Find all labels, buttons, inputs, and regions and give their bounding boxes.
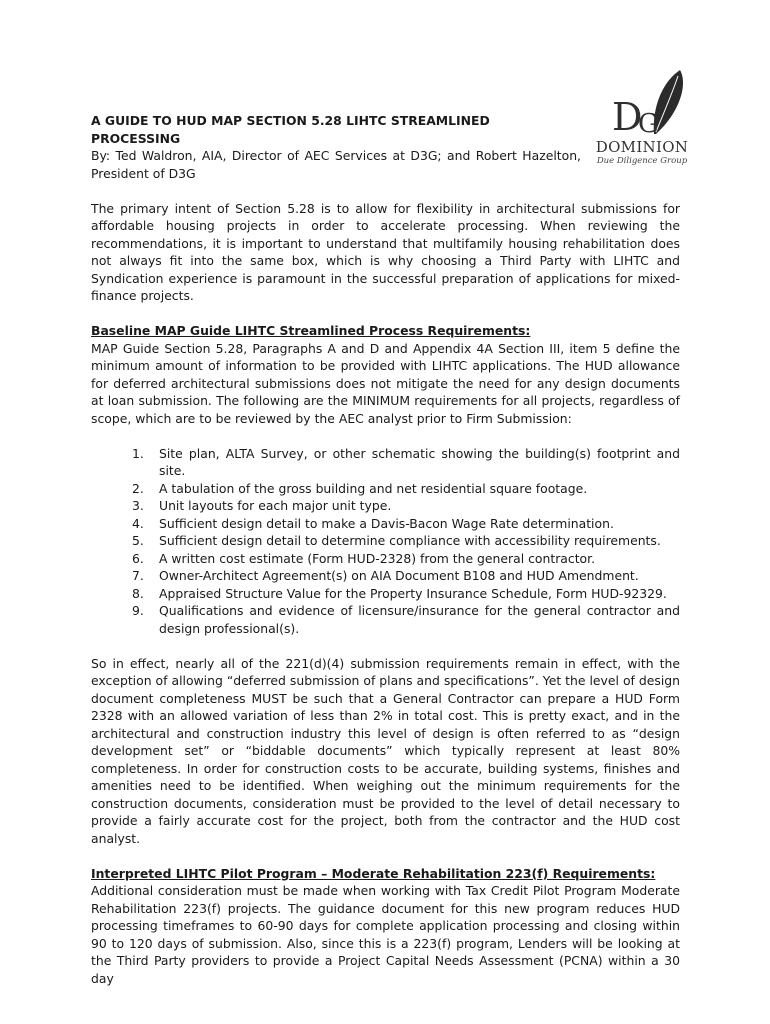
list-item: 5. Sufficient design detail to determine compliance with accessibility requirements. xyxy=(132,533,661,548)
list-item: 2. A tabulation of the gross building and net residential square footage. xyxy=(132,480,588,496)
list-item: 6. A written cost estimate (Form HUD-2328) from the general contractor. xyxy=(132,550,596,566)
list-item: 3. Unit layouts for each major unit type. xyxy=(132,498,392,513)
section1-body: MAP Guide Section 5.28, Paragraphs A and D and Appendix 4A Section III, item 5 define the minimum amount of information to be provided with LIHTC applications. The HUD allowance for deferred architectural submissions does not mitigate the need for any design documents at loan submission. The following are the MINIMUM requirements for all projects, regardless of scope, which are to be reviewed by the AEC analyst prior to Firm Submission: xyxy=(91,340,680,426)
document-header xyxy=(91,112,581,182)
svg-text:D: D xyxy=(612,95,643,138)
logo-company-name: DOMINION xyxy=(595,138,689,156)
intro-paragraph: The primary intent of Section 5.28 is to allow for flexibility in architectural submissions for affordable housing projects in order to accelerate processing. When reviewing the recommendations, it is important to understand that multifamily housing rehabilitation does not always fit into the same box, which is why choosing a Third Party with LIHTC and Syndication experience is paramount in the successful preparation of applications for mixed-finance projects. xyxy=(91,200,680,303)
section2-body: Additional consideration must be made when working with Tax Credit Pilot Program Moderate Rehabilitation 223(f) projects. The guidance document for this new program reduces HUD processing timeframes to 60-90 days for complete application processing and closing within 90 to 120 days of submission. Also, since this is a 223(f) program, Lenders will be looking at the Third Party providers to provide a Project Capital Needs Assessment (PCNA) within a 30 day xyxy=(91,883,680,986)
list-item: 9. Qualifications and evidence of licensure/insurance for the general contractor and design professional(s). xyxy=(132,603,680,636)
document-body xyxy=(91,112,680,987)
logo-tagline: Due Diligence Group xyxy=(596,156,688,166)
document-title: A GUIDE TO HUD MAP SECTION 5.28 LIHTC STREAMLINED PROCESSING xyxy=(91,113,490,146)
section1-closing: So in effect, nearly all of the 221(d)(4) submission requirements remain in effect, with the exception of allowing “deferred submission of plans and specifications”. Yet the level of design document completeness MUST be such that a General Contractor can prepare a HUD Form 2328 with an allowed variation of less than 2% in total cost. This is pretty exact, and in the architectural and construction industry this level of design is often referred to as “design development set” or “biddable documents” which typically represent at least 80% completeness. In order for construction costs to be accurate, building systems, finishes and amenities need to be identified. When weighing out the minimum requirements for the construction documents, consideration must be provided to the level of detail necessary to provide a fairly accurate cost for the project, both from the contractor and the HUD cost analyst. xyxy=(91,655,680,846)
svg-text:G: G xyxy=(638,109,659,138)
list-item: 7. Owner-Architect Agreement(s) on AIA Document B108 and HUD Amendment. xyxy=(132,568,639,583)
list-item: 1. Site plan, ALTA Survey, or other schematic showing the building(s) footprint and site. xyxy=(132,445,680,478)
section2-heading: Interpreted LIHTC Pilot Program – Moderate Rehabilitation 223(f) Requirements: xyxy=(91,865,656,881)
requirements-list xyxy=(91,445,680,638)
list-item: 8. Appraised Structure Value for the Property Insurance Schedule, Form HUD-92329. xyxy=(132,585,667,601)
document-byline: By: Ted Waldron, AIA, Director of AEC Services at D3G; and Robert Hazelton, President of D3G xyxy=(91,148,581,181)
section1-heading: Baseline MAP Guide LIHTC Streamlined Process Requirements: xyxy=(91,323,531,338)
list-item: 4. Sufficient design detail to make a Davis-Bacon Wage Rate determination. xyxy=(132,515,614,531)
